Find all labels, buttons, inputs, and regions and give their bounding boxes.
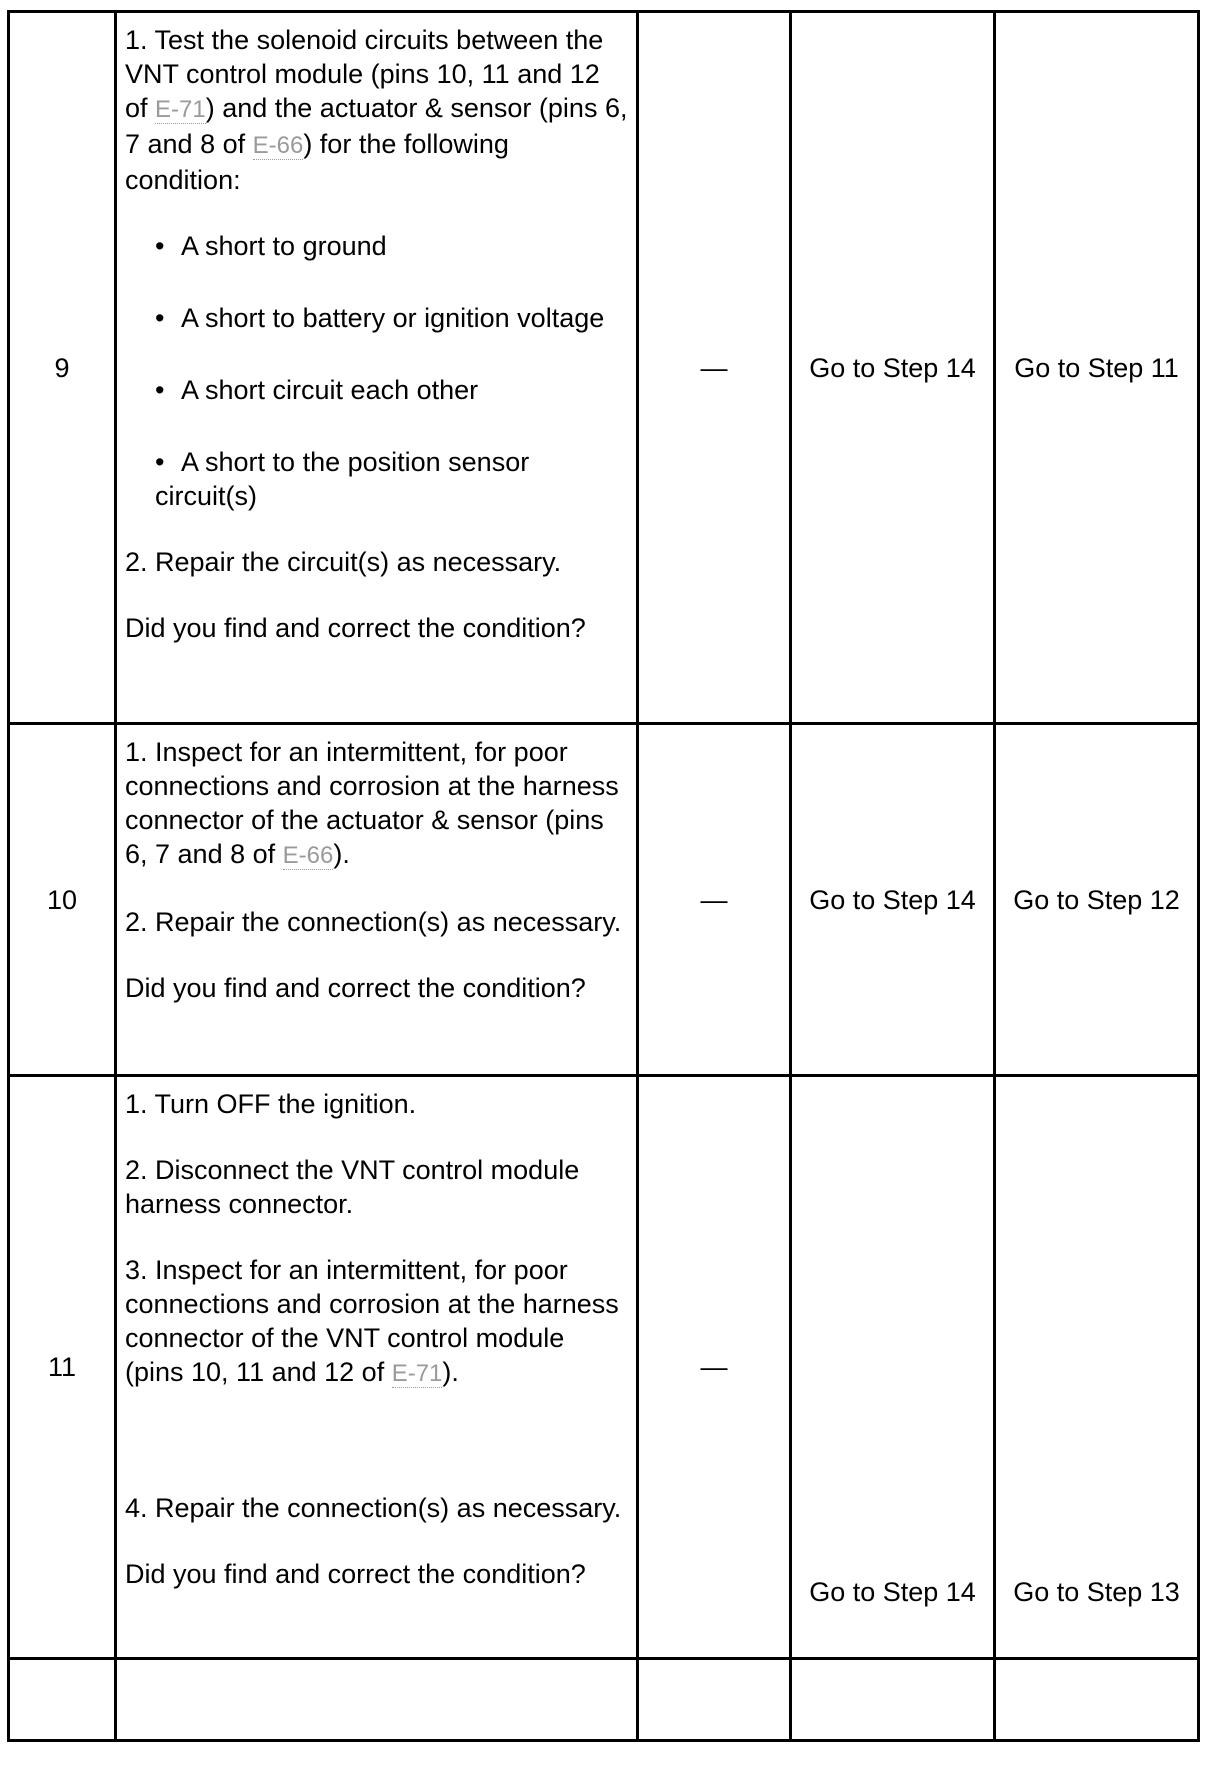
action-cell: [116, 724, 638, 1076]
action-paragraph: 2. Repair the connection(s) as necessary.: [125, 907, 622, 937]
bullet-icon: •: [155, 303, 165, 333]
yes-cell: Go to Step 14: [791, 724, 995, 1076]
list-item: [155, 373, 628, 407]
value-cell: —: [638, 724, 791, 1076]
question-text: Did you find and correct the condition?: [125, 613, 586, 643]
question-text: Did you find and correct the condition?: [125, 1559, 586, 1589]
step-number: 9: [9, 12, 116, 724]
empty-cell: [9, 1659, 116, 1741]
connector-link-e66[interactable]: E-66: [282, 842, 334, 869]
list-item-text: A short to ground: [181, 231, 387, 261]
action-text: 1. Inspect for an intermittent, for poor connections and corrosion at the harness connector of the actuator & sensor (pins 6, 7 and 8 of: [125, 737, 619, 869]
action-cell: [116, 1076, 638, 1659]
no-cell: Go to Step 11: [995, 12, 1199, 724]
yes-cell: Go to Step 14: [791, 1076, 995, 1659]
bullet-icon: •: [155, 447, 165, 477]
action-text: ).: [442, 1357, 459, 1387]
empty-cell: [638, 1659, 791, 1741]
empty-cell: [995, 1659, 1199, 1741]
connector-link-e71[interactable]: E-71: [155, 96, 206, 123]
question-text: Did you find and correct the condition?: [125, 973, 586, 1003]
table-row: [9, 1076, 1199, 1659]
no-cell: Go to Step 12: [995, 724, 1199, 1076]
yes-cell: Go to Step 14: [791, 12, 995, 724]
diagnostic-table: [7, 10, 1200, 1742]
connector-link-e66[interactable]: E-66: [252, 132, 304, 159]
action-paragraph: 4. Repair the connection(s) as necessary.: [125, 1493, 622, 1523]
no-cell: Go to Step 13: [995, 1076, 1199, 1659]
action-text: ).: [333, 839, 350, 869]
action-text: 1. Test the solenoid circuits between the VNT control module (pins 10, 11 and 12 of: [125, 25, 604, 123]
step-number: 10: [9, 724, 116, 1076]
list-item: [155, 445, 628, 513]
value-cell: —: [638, 12, 791, 724]
action-text: 3. Inspect for an intermittent, for poor connections and corrosion at the harness connector of the VNT control module (pins 10, 11 and 12 of: [125, 1255, 619, 1387]
action-paragraph: 2. Disconnect the VNT control module harness connector.: [125, 1155, 580, 1219]
table-row: [9, 724, 1199, 1076]
step-number: 11: [9, 1076, 116, 1659]
action-text: ) for the following condition:: [125, 129, 509, 195]
bullet-icon: •: [155, 375, 165, 405]
list-item: [155, 229, 628, 263]
list-item-text: A short to the position sensor circuit(s): [155, 447, 530, 511]
table-row-empty: [9, 1659, 1199, 1741]
action-paragraph: [125, 735, 628, 873]
bullet-icon: •: [155, 231, 165, 261]
value-cell: —: [638, 1076, 791, 1659]
connector-link-e71[interactable]: E-71: [391, 1360, 443, 1387]
action-paragraph: [125, 1253, 628, 1391]
action-paragraph: [125, 23, 628, 197]
table-row: [9, 12, 1199, 724]
action-cell: [116, 12, 638, 724]
condition-list: [125, 229, 628, 513]
action-paragraph: 1. Turn OFF the ignition.: [125, 1089, 417, 1119]
empty-cell: [116, 1659, 638, 1741]
list-item: [155, 301, 628, 335]
list-item-text: A short circuit each other: [181, 375, 479, 405]
action-text: ) and the actuator & sensor (pins 6, 7 and 8 of: [125, 93, 628, 159]
empty-cell: [791, 1659, 995, 1741]
action-paragraph: 2. Repair the circuit(s) as necessary.: [125, 547, 562, 577]
list-item-text: A short to battery or ignition voltage: [181, 303, 605, 333]
